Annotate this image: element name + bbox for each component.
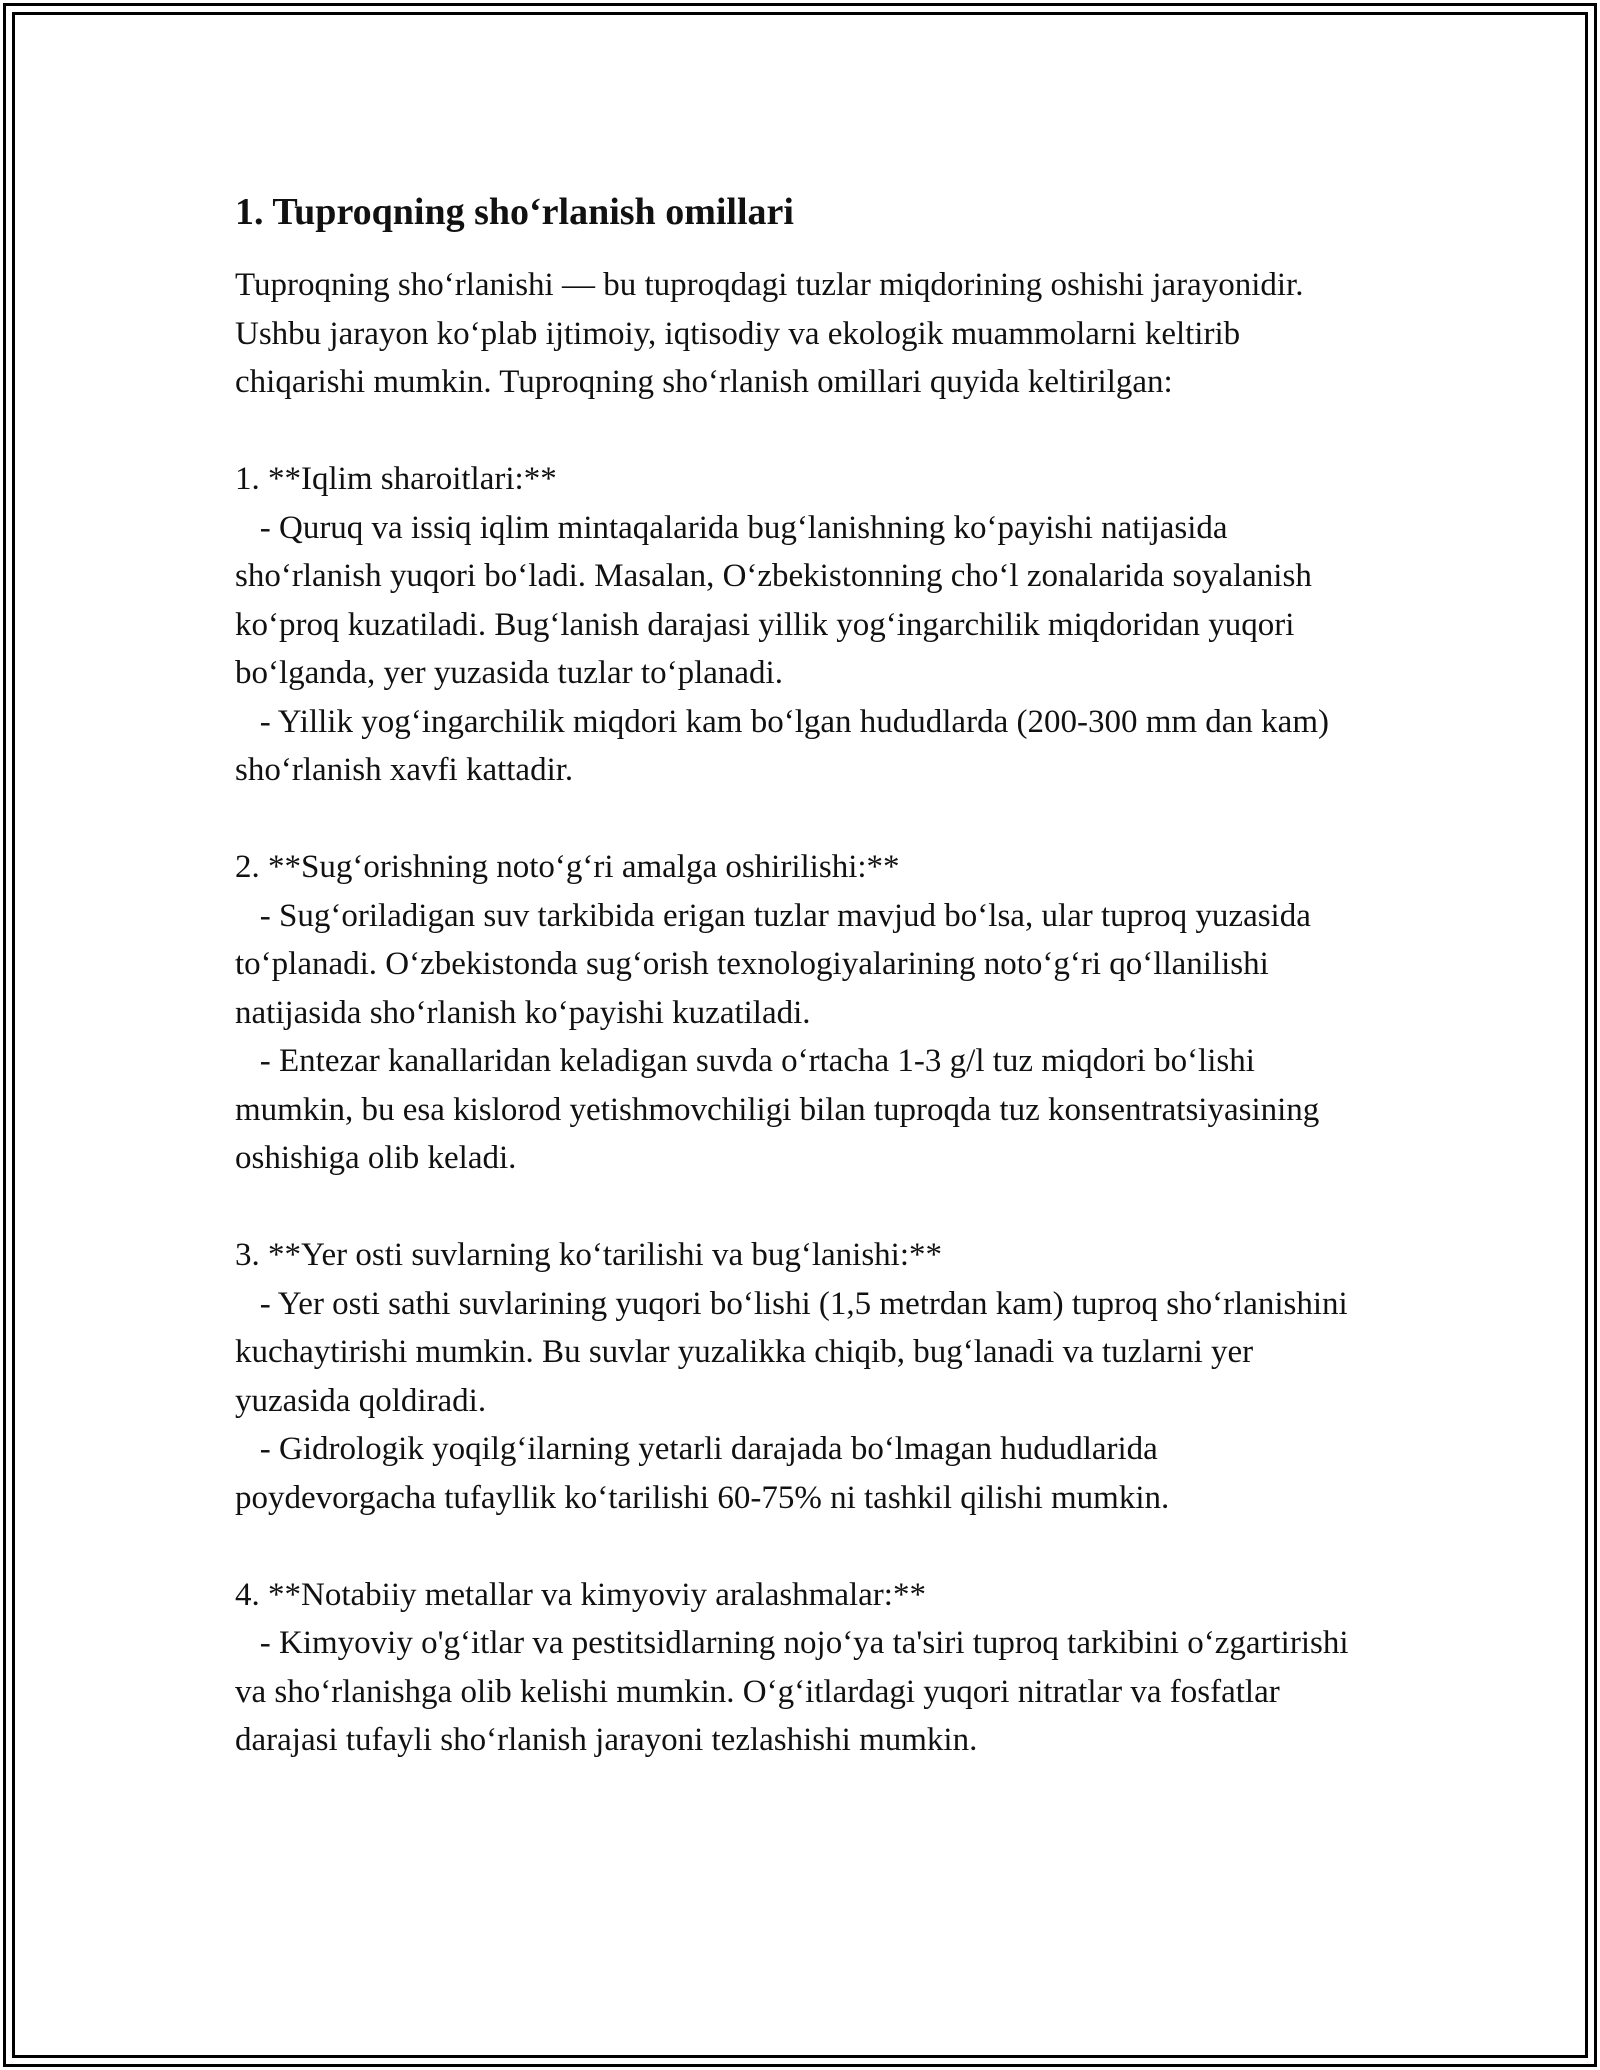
intro-paragraph: Tuproqning sho‘rlanishi — bu tuproqdagi tuzlar miqdorining oshishi jarayonidir. Ushbu jarayon ko‘plab ijtimoiy, iqtisodiy va ekologik muammolarni keltirib chiqarishi mumkin. Tuproqning sho‘rlanish omillari quyida keltirilgan: (235, 267, 1312, 400)
section-heading: 2. **Sug‘orishning noto‘g‘ri amalga oshirilishi:** (235, 849, 900, 885)
section-heading: 1. **Iqlim sharoitlari:** (235, 461, 557, 497)
section-bullet: - Yillik yog‘ingarchilik miqdori kam bo‘lgan hududlarda (200-300 mm dan kam) sho‘rlanish xavfi kattadir. (235, 703, 1338, 788)
section-bullet: - Quruq va issiq iqlim mintaqalarida bug‘lanishning ko‘payishi natijasida sho‘rlanish yuqori bo‘ladi. Masalan, O‘zbekistonning cho‘l zonalarida soyalanish ko‘proq kuzatiladi. Bug‘lanish darajasi yillik yog‘ingarchilik miqdoridan yuqori bo‘lganda, yer yuzasida tuzlar to‘planadi. (235, 509, 1321, 691)
section-3 (235, 1231, 1365, 1522)
section-heading: 3. **Yer osti suvlarning ko‘tarilishi va bug‘lanishi:** (235, 1237, 943, 1273)
section-1 (235, 455, 1365, 795)
section-bullet: - Yer osti sathi suvlarining yuqori bo‘lishi (1,5 metrdan kam) tuproq sho‘rlanishini kuchaytirishi mumkin. Bu suvlar yuzalikka chiqib, bug‘lanadi va tuzlarni yer yuzasida qoldiradi. (235, 1285, 1356, 1419)
section-bullet: - Gidrologik yoqilg‘ilarning yetarli darajada bo‘lmagan hududlarida poydevorgacha tufayllik ko‘tarilishi 60-75% ni tashkil qilishi mumkin. (235, 1431, 1170, 1516)
document-title: 1. Tuproqning sho‘rlanish omillari (235, 191, 794, 233)
document-body (235, 185, 1365, 1765)
section-bullet: - Entezar kanallaridan keladigan suvda o‘rtacha 1-3 g/l tuz miqdori bo‘lishi mumkin, bu esa kislorod yetishmovchiligi bilan tuproqda tuz konsentratsiyasining oshishiga olib keladi. (235, 1043, 1328, 1176)
section-bullet: - Sug‘oriladigan suv tarkibida erigan tuzlar mavjud bo‘lsa, ular tuproq yuzasida to‘planadi. O‘zbekistonda sug‘orish texnologiyalarining noto‘g‘ri qo‘llanilishi natijasida sho‘rlanish ko‘payishi kuzatiladi. (235, 897, 1320, 1031)
section-2 (235, 843, 1365, 1183)
section-heading: 4. **Notabiiy metallar va kimyoviy aralashmalar:** (235, 1576, 926, 1613)
section-4 (235, 1571, 1365, 1765)
section-bullet: - Kimyoviy o'g‘itlar va pestitsidlarning nojo‘ya ta'siri tuproq tarkibini o‘zgartirishi va sho‘rlanishga olib kelishi mumkin. O‘g‘itlardagi yuqori nitratlar va fosfatlar darajasi tufayli sho‘rlanish jarayoni tezlashishi mumkin. (235, 1625, 1357, 1758)
